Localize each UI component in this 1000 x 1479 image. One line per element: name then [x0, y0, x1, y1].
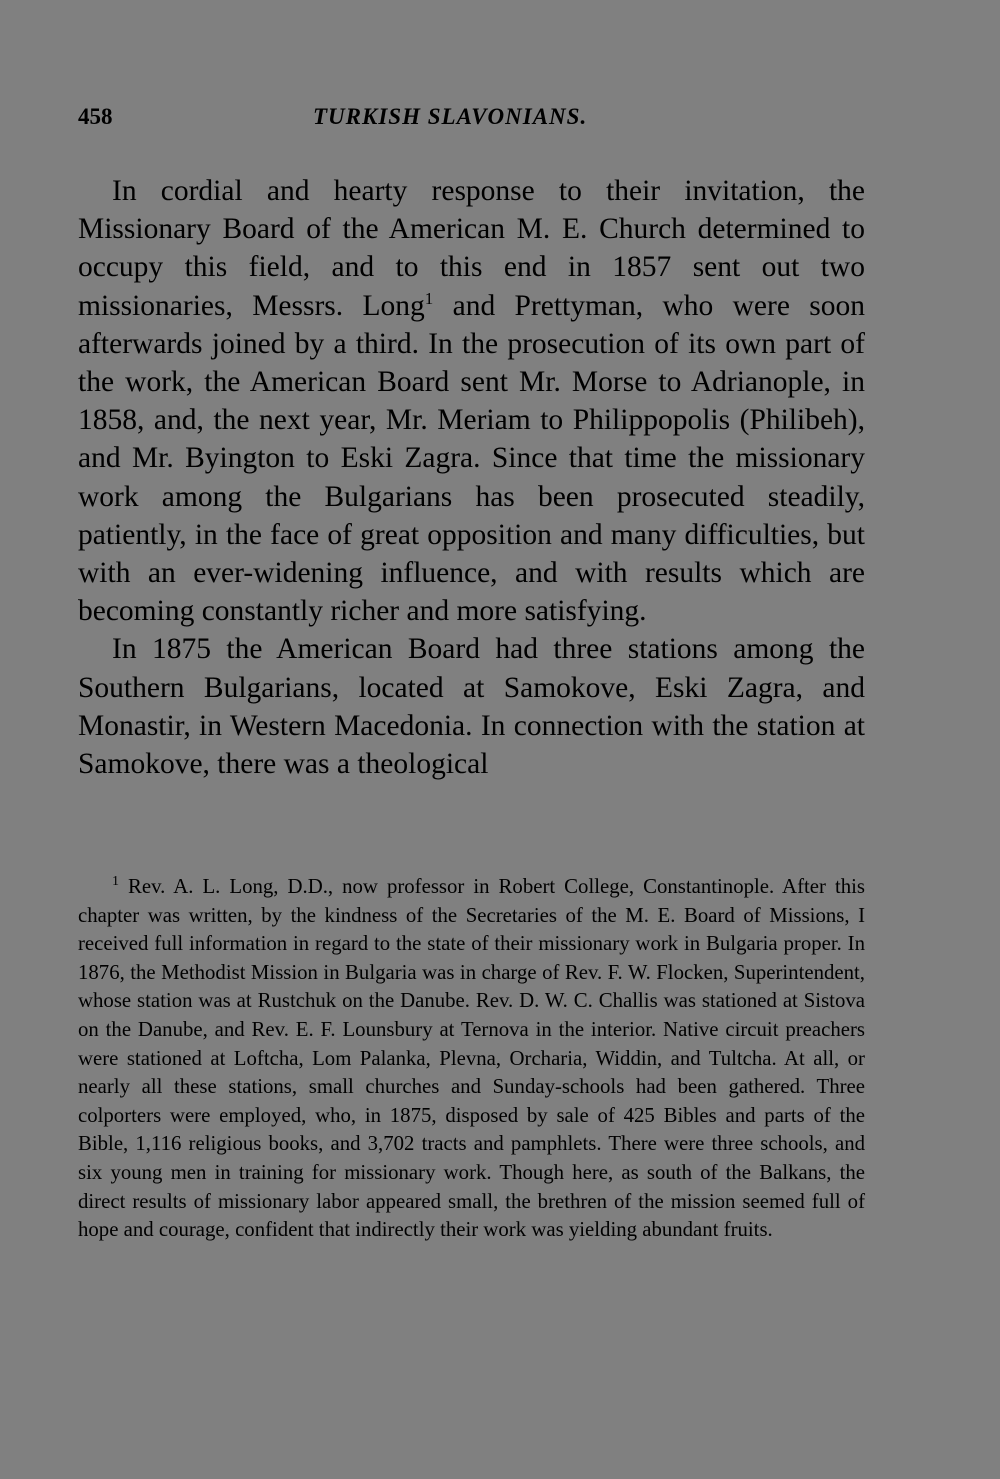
main-text: [78, 172, 865, 783]
running-title: TURKISH SLAVONIANS.: [313, 104, 588, 129]
paragraph-1-part-2: and Prettyman, who were soon afterwards joined by a third. In the prosecution of its own part of the work, the American Board sent Mr. Morse to Adrianople, in 1858, and, the next year, Mr. Meriam to Philippopolis (Philibeh), and Mr. Byington to Eski Zagra. Since that time the missionary work among the Bulgarians has been prosecuted steadily, patiently, in the face of great opposition and many difficulties, but with an ever-widening influence, and with results which are becoming constantly richer and more satisfying.: [78, 289, 866, 628]
page-header: [78, 100, 868, 140]
page-number: 458: [78, 104, 113, 129]
footnote-text: Rev. A. L. Long, D.D., now professor in Robert College, Constantinople. After this chapter was written, by the kindness of the Secretaries of the M. E. Board of Missions, I received full information in regard to the state of their missionary work in Bulgaria proper. In 1876, the Methodist Mission in Bulgaria was in charge of Rev. F. W. Flocken, Superintendent, whose station was at Rustchuk on the Danube. Rev. D. W. C. Challis was stationed at Sistova on the Danube, and Rev. E. F. Lounsbury at Ternova in the interior. Native circuit preachers were stationed at Loftcha, Lom Palanka, Plevna, Orcharia, Widdin, and Tultcha. At all, or nearly all these stations, small churches and Sunday-schools had been gathered. Three colporters were employed, who, in 1875, disposed by sale of 425 Bibles and parts of the Bible, 1,116 religious books, and 3,702 tracts and pamphlets. There were three schools, and six young men in training for missionary work. Though here, as south of the Balkans, the direct results of missionary labor appeared small, the brethren of the mission seemed full of hope and courage, confident that indirectly their work was yielding abundant fruits.: [78, 875, 865, 1242]
footnote-reference: 1: [424, 288, 434, 308]
paragraph-1-part-1: In cordial and hearty response to their invitation, the Missionary Board of the American M. E. Church determined to occupy this field, and to this end in 1857 sent out two missionaries, Messrs. Long: [78, 175, 865, 322]
paragraph-1: [78, 172, 865, 630]
footnote-1: [78, 873, 865, 1245]
paragraph-2: In 1875 the American Board had three stations among the Southern Bulgarians, located at Samokove, Eski Zagra, and Monastir, in Western Macedonia. In connection with the station at Samokove, there was a theological: [78, 633, 865, 781]
footnotes: [78, 873, 865, 1245]
footnote-mark: 1: [112, 874, 119, 890]
